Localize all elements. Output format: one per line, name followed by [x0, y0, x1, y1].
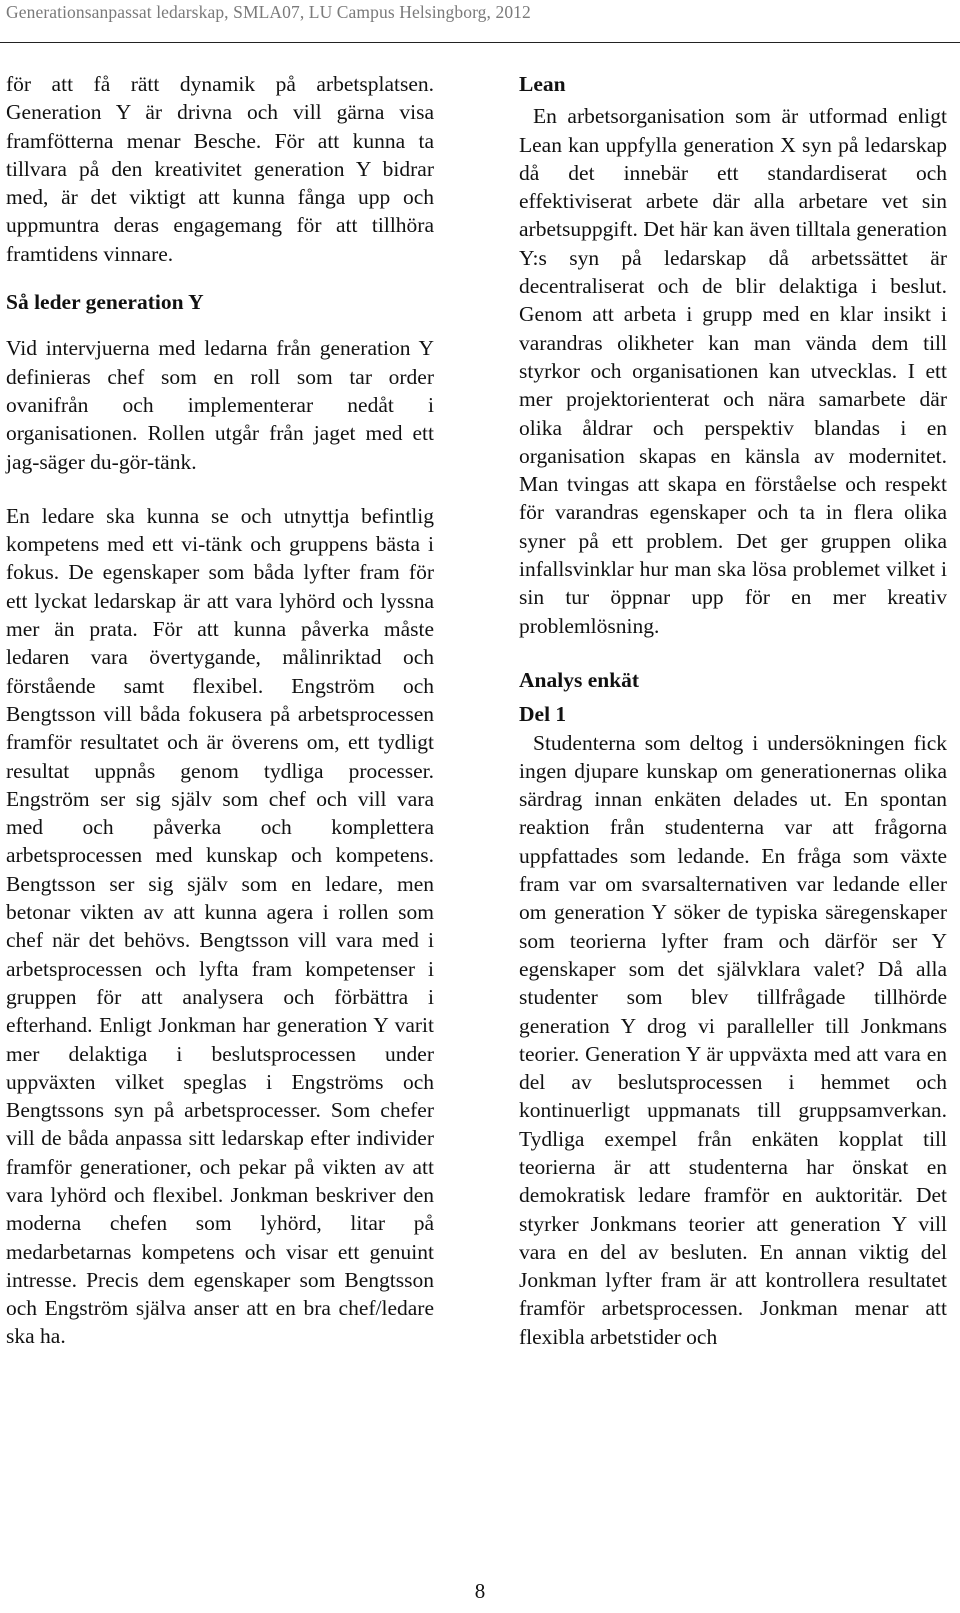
paragraph-lean: En arbetsorganisation som är utformad enligt Lean kan uppfylla generation X syn på ledarskap då det innebär ett standardiserat och effektiviserat arbete där alla arbetare vet sin arbetsuppgift. Det här kan även tilltala generation Y:s syn på ledarskap då arbetssättet är decentraliserat och de blir delaktiga i beslut. Genom att arbeta i grupp med en klar insikt i varandras olikheter kan man vända dem till styrkor och organisationen kan utvecklas. I ett mer projektorienterat och nära samarbete där olika åldrar och perspektiv blandas i en organisation skapas en känsla av modernitet. Man tvingas att skapa en förståelse och respekt för varandras egenskaper och ta in flera olika syner på ett problem. Det ger gruppen olika infallsvinklar hur man ska lösa problemet vilket i sin tur öppnar upp för en mer kreativ problemlösning. [519, 104, 947, 638]
section-heading-leadership: Så leder generation Y [6, 290, 204, 315]
paragraph-leader-competence: En ledare ska kunna se och utnyttja befintlig kompetens med ett vi-tänk och gruppens bästa i fokus. De egenskaper som båda lyfter fram för ett lyckat ledarskap är att vara lyhörd och lyssna mer än prata. För att kunna påverka måste ledaren vara övertygande, målinriktad och förstående samt flexibel. Engström och Bengtsson vill båda fokusera på arbetsprocessen framför resultatet och är överens om, ett tydligt resultat uppnås genom tydliga processer. Engström ser sig själv som chef och vill vara med och påverka och komplettera arbetsprocessen med kunskap och kompetens. Bengtsson ser sig själv som en ledare, men betonar vikten av att kunna agera i rollen som chef när det behövs. Bengtsson vill vara med i arbetsprocessen och lyfta fram kompetenser i gruppen för att analysera och förbättra i efterhand. Enligt Jonkman har generation Y varit mer delaktiga i beslutsprocessen under uppväxten vilket speglas i Engströms och Bengtssons syn på arbetsprocesser. Som chefer vill de båda anpassa sitt ledarskap efter individer framför generationer, och pekar på vikten av att vara lyhörd och flexibel. Jonkman beskriver den moderna chefen som lyhörd, litar på medarbetarnas kompetens och visar ett genuint intresse. Precis dem egenskaper som Bengtsson och Engström själva anser att en bra chef/ledare ska ha. [6, 503, 434, 1349]
left-column [6, 70, 434, 1351]
section-heading-lean: Lean [519, 72, 566, 96]
right-column [519, 70, 947, 1351]
section-heading-survey-analysis: Analys enkät [519, 667, 640, 692]
header-rule [0, 42, 960, 43]
paragraph-part-1: Studenterna som deltog i undersökningen fick ingen djupare kunskap om generationernas olika särdrag innan enkäten delades ut. En spontan reaktion från studenterna var att frågorna uppfattades som ledande. En fråga som växte fram var om svarsalternativen var ledande eller om generation Y söker de typiska säregenskaper som teorierna lyfter fram och därför ser Y egenskaper som det självklara valet? Då alla studenter som blev tillfrågade tillhörde generation Y drog vi paralleller till Jonkmans teorier. Generation Y är uppväxta med att vara en del av beslutsprocessen i hemmet och kontinuerligt uppmanats till gruppsamverkan. Tydliga exempel från enkäten kopplat till teorierna är att studenterna har önskat en demokratisk ledare framför en auktoritär. Det styrker Jonkmans teorier att generation Y vill vara en del av besluten. En annan viktig del Jonkman lyfter fram är att kontrollera resultatet framför arbetsprocessen. Jonkman menar att flexibla arbetstider och [519, 730, 947, 1349]
intro-paragraph: för att få rätt dynamik på arbetsplatsen. Generation Y är drivna och vill gärna visa framfötterna menar Besche. För att kunna ta tillvara på den kreativitet generation Y bidrar med, är det viktigt att kunna fånga upp och uppmuntra deras engagemang för att tillhöra framtidens vinnare. [6, 72, 434, 266]
running-header: Generationsanpassat ledarskap, SMLA07, LU Campus Helsingborg, 2012 [6, 2, 531, 22]
subsection-heading-part-1: Del 1 [519, 702, 567, 727]
paragraph-interviews: Vid intervjuerna med ledarna från generation Y definieras chef som en roll som tar order ovanifrån och implementerar nedåt i organisationen. Rollen utgår från jaget med ett jag-säger du-gör-tänk. [6, 336, 434, 474]
page-number: 8 [474, 1579, 486, 1603]
